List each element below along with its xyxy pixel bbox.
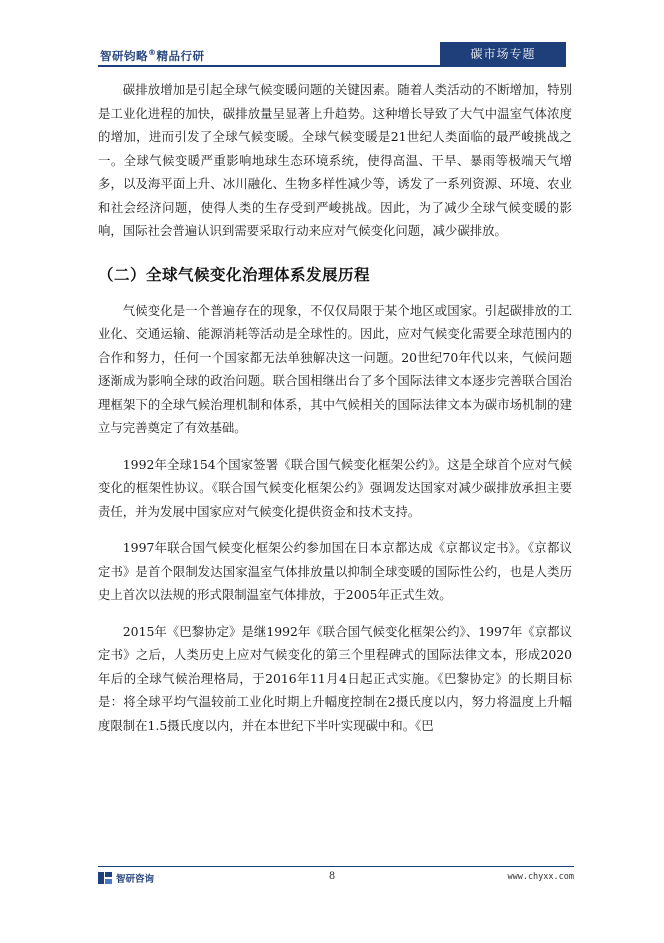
website-link[interactable]: www.chyxx.com bbox=[507, 872, 574, 882]
logo-icon bbox=[98, 872, 112, 884]
page-number: 8 bbox=[328, 871, 336, 882]
paragraph-3: 1997年联合国气候变化框架公约参加国在日本京都达成《京都议定书》。《京都议定书》是首个限制发达国家温室气体排放量以抑制全球变暖的国际性公约，也是人类历史上首次以法规的形式限制温室气体排放，于2005年正式生效。 bbox=[98, 540, 572, 602]
page-header bbox=[0, 0, 664, 70]
registered-mark: ® bbox=[148, 48, 157, 58]
brand-title bbox=[100, 48, 205, 64]
footer-divider bbox=[98, 866, 574, 867]
section-title: （二）全球气候变化治理体系发展历程 bbox=[98, 265, 371, 284]
paragraph-2: 1992年全球154个国家签署《联合国气候变化框架公约》。这是全球首个应对气候变化的框架性协议。《联合国气候变化框架公约》强调发达国家对减少碳排放承担主要责任，并为发展中国家应对气候变化提供资金和技术支持。 bbox=[98, 456, 572, 519]
footer-logo-text: 智研咨询 bbox=[116, 874, 155, 885]
paragraph-4: 2015年《巴黎协定》是继1992年《联合国气候变化框架公约》、1997年《京都议定书》之后，人类历史上应对气候变化的第三个里程碑式的国际法律文本，形成2020年后的全球气候治理格局，于2016年11月4日起正式实施。《巴黎协定》的长期目标是：将全球平均气温较前工业化时期上升幅度控制在2摄氏度以内，努力将温度上升幅度限制在1.5摄氏度以内，并在本世纪下半叶实现碳中和。《巴 bbox=[98, 623, 572, 733]
document-body bbox=[98, 78, 572, 750]
header-divider bbox=[98, 65, 566, 67]
brand-name: 智研钧略 bbox=[100, 49, 148, 63]
brand-suffix: 精品行研 bbox=[156, 49, 205, 63]
footer-logo bbox=[98, 871, 154, 885]
topic-tab: 碳市场专题 bbox=[440, 42, 566, 67]
paragraph-1: 气候变化是一个普遍存在的现象，不仅仅局限于某个地区或国家。引起碳排放的工业化、交通运输、能源消耗等活动是全球性的。因此，应对气候变化需要全球范围内的合作和努力，任何一个国家都无法单独解决这一问题。20世纪70年代以来，气候问题逐渐成为影响全球的政治问题。联合国相继出台了多个国际法律文本逐步完善联合国治理框架下的全球气候治理机制和体系，其中气候相关的国际法律文本为碳市场机制的建立与完善奠定了有效基础。 bbox=[98, 302, 572, 435]
intro-paragraph: 碳排放增加是引起全球气候变暖问题的关键因素。随着人类活动的不断增加，特别是工业化进程的加快，碳排放量呈显著上升趋势。这种增长导致了大气中温室气体浓度的增加，进而引发了全球气候变暖。全球气候变暖是21世纪人类面临的最严峻挑战之一。全球气候变暖严重影响地球生态环境系统，使得高温、干旱、暴雨等极端天气增多，以及海平面上升、冰川融化、生物多样性减少等，诱发了一系列资源、环境、农业和社会经济问题，使得人类的生存受到严峻挑战。因此，为了减少全球气候变暖的影响，国际社会普遍认识到需要采取行动来应对气候变化问题，减少碳排放。 bbox=[98, 82, 572, 238]
